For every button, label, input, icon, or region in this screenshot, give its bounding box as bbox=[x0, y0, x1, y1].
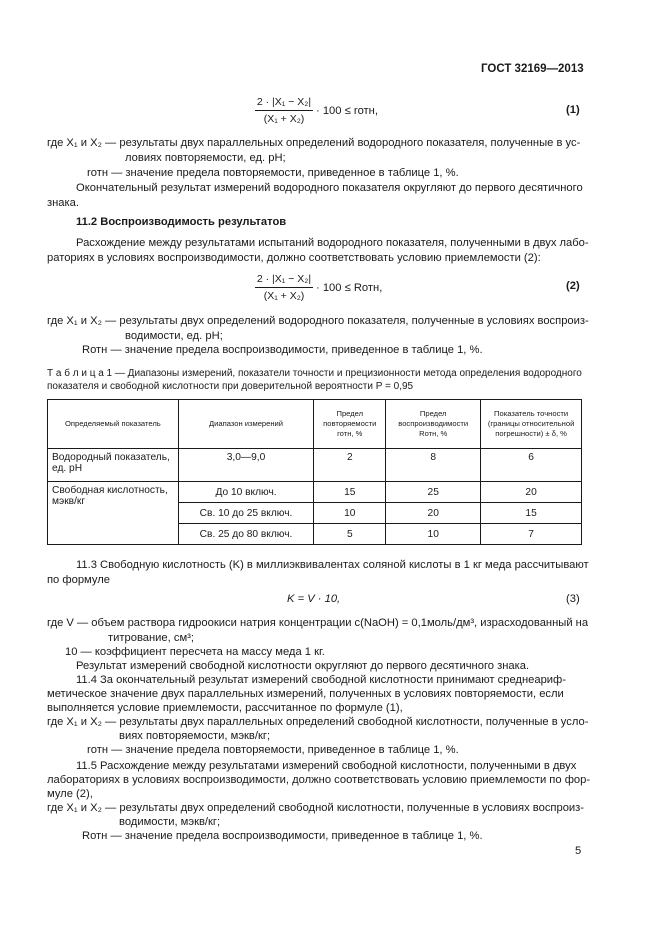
section-11-3-p2: по формуле bbox=[47, 574, 110, 586]
formula-3-number: (3) bbox=[566, 593, 580, 605]
defs1-x-line1: где X₁ и X₂ — результаты двух параллельных определений водородного показателя, полученные в ус- bbox=[47, 137, 581, 149]
table-cell: 25 bbox=[386, 482, 481, 503]
table-1 bbox=[47, 399, 582, 545]
formula-1-number: (1) bbox=[566, 104, 580, 116]
table-row bbox=[48, 482, 582, 503]
table-cell: 20 bbox=[481, 482, 582, 503]
table-cell: 6 bbox=[481, 449, 582, 482]
section-11-4-p2: метическое значение двух параллельных измерений, полученных в условиях повторяемости, если bbox=[47, 688, 564, 700]
section-11-5-x-line1: где X₁ и X₂ — результаты двух определений свободной кислотности, полученные в условиях воспроиз- bbox=[47, 802, 585, 814]
table-1-header-row bbox=[48, 400, 582, 449]
section-11-4-x-line1: где X₁ и X₂ — результаты двух параллельных определений свободной кислотности, полученные в усло- bbox=[47, 716, 589, 728]
table-cell: Св. 10 до 25 включ. bbox=[178, 503, 314, 524]
table-cell: 2 bbox=[314, 449, 386, 482]
doc-id: ГОСТ 32169—2013 bbox=[481, 63, 584, 75]
defs2-r-line: Rотн — значение предела воспроизводимости, приведенное в таблице 1, %. bbox=[82, 344, 483, 356]
section-11-4-p3: выполняется условие приемлемости, рассчитанное по формуле (1), bbox=[47, 702, 403, 714]
defs1-r-line: rотн — значение предела повторяемости, приведенное в таблице 1, %. bbox=[87, 167, 459, 179]
table-cell: 15 bbox=[314, 482, 386, 503]
table-header-cell: Предел воспроизводимости Rотн, % bbox=[386, 400, 481, 449]
table-header-cell: Предел повторяемости rотн, % bbox=[314, 400, 386, 449]
table-1-caption-line2: показателя и свободной кислотности при доверительной вероятности P = 0,95 bbox=[47, 381, 414, 392]
section-11-5-p3: муле (2), bbox=[47, 788, 93, 800]
section-11-5-r-line: Rотн — значение предела воспроизводимости, приведенное в таблице 1, %. bbox=[82, 830, 483, 842]
table-cell: 20 bbox=[386, 503, 481, 524]
formula-2-numerator: 2 · |X₁ − X₂| bbox=[256, 273, 312, 285]
section-11-4-p1: 11.4 За окончательный результат измерений свободной кислотности принимают среднеариф- bbox=[76, 674, 566, 686]
table-cell: 15 bbox=[481, 503, 582, 524]
formula-1-tail: · 100 ≤ rотн, bbox=[316, 105, 378, 117]
section-11-2-p2: раториях в условиях воспроизводимости, должно соответствовать условию приемлемости (2): bbox=[47, 252, 541, 264]
table-1-caption-line1: Т а б л и ц а 1 — Диапазоны измерений, показатели точности и прецизионности метода определения водородного bbox=[47, 368, 582, 379]
section-11-4-r-line: rотн — значение предела повторяемости, приведенное в таблице 1, %. bbox=[87, 744, 459, 756]
defs2-x-line2: водимости, ед. pH; bbox=[125, 330, 223, 342]
page-number: 5 bbox=[575, 845, 582, 857]
table-cell: 7 bbox=[481, 524, 582, 545]
section-11-5-p1: 11.5 Расхождение между результатами измерений свободной кислотности, полученными в двух bbox=[76, 760, 577, 772]
section-11-3-v-line2: титрование, см³; bbox=[108, 632, 194, 644]
formula-1-denominator: (X₁ + X₂) bbox=[263, 113, 305, 125]
table-cell: Св. 25 до 80 включ. bbox=[178, 524, 314, 545]
table-cell: Свободная кислотность, мэкв/кг bbox=[48, 482, 179, 545]
formula-2-tail: · 100 ≤ Rотн, bbox=[316, 282, 383, 294]
table-cell: 8 bbox=[386, 449, 481, 482]
section-11-5-x-line2: водимости, мэкв/кг; bbox=[119, 816, 221, 828]
formula-3: K = V · 10, bbox=[287, 593, 341, 605]
section-11-3-v-line1: где V — объем раствора гидроокиси натрия концентрации c(NaOH) = 0,1моль/дм³, израсходованный на bbox=[47, 617, 589, 629]
table-cell: 5 bbox=[314, 524, 386, 545]
defs1-final-line1: Окончательный результат измерений водородного показателя округляют до первого десятичного bbox=[76, 182, 583, 194]
section-11-3-result: Результат измерений свободной кислотности округляют до первого десятичного знака. bbox=[76, 660, 530, 672]
table-cell: 10 bbox=[314, 503, 386, 524]
table-cell: Водородный показатель, ед. pH bbox=[48, 449, 179, 482]
table-row bbox=[48, 449, 582, 482]
section-11-5-p2: лабораториях в условиях воспроизводимости, должно соответствовать условию приемлемости по фор- bbox=[47, 774, 591, 786]
section-11-3-ten-line: 10 — коэффициент пересчета на массу меда 1 кг. bbox=[65, 646, 325, 658]
formula-1-numerator: 2 · |X₁ − X₂| bbox=[256, 96, 312, 108]
defs1-x-line2: ловиях повторяемости, ед. pH; bbox=[125, 152, 286, 164]
table-cell: 10 bbox=[386, 524, 481, 545]
table-cell: До 10 включ. bbox=[178, 482, 314, 503]
section-11-3-p1: 11.3 Свободную кислотность (K) в миллиэквивалентах соляной кислоты в 1 кг меда рассчитывают bbox=[76, 559, 589, 571]
table-header-cell: Диапазон измерений bbox=[178, 400, 314, 449]
formula-2-number: (2) bbox=[566, 280, 580, 292]
section-11-2-p1: Расхождение между результатами испытаний водородного показателя, полученными в двух лабо- bbox=[76, 237, 589, 249]
table-header-cell: Определяемый показатель bbox=[48, 400, 179, 449]
formula-2-denominator: (X₁ + X₂) bbox=[263, 290, 305, 302]
section-11-4-x-line2: виях повторяемости, мэкв/кг; bbox=[119, 730, 271, 742]
defs2-x-line1: где X₁ и X₂ — результаты двух определений водородного показателя, полученные в условиях воспроиз- bbox=[47, 315, 589, 327]
section-11-2-title: 11.2 Воспроизводимость результатов bbox=[76, 216, 287, 228]
table-cell: 3,0—9,0 bbox=[178, 449, 314, 482]
defs1-final-line2: знака. bbox=[47, 197, 80, 209]
table-header-cell: Показатель точности (границы относительной погрешности) ± δ, % bbox=[481, 400, 582, 449]
